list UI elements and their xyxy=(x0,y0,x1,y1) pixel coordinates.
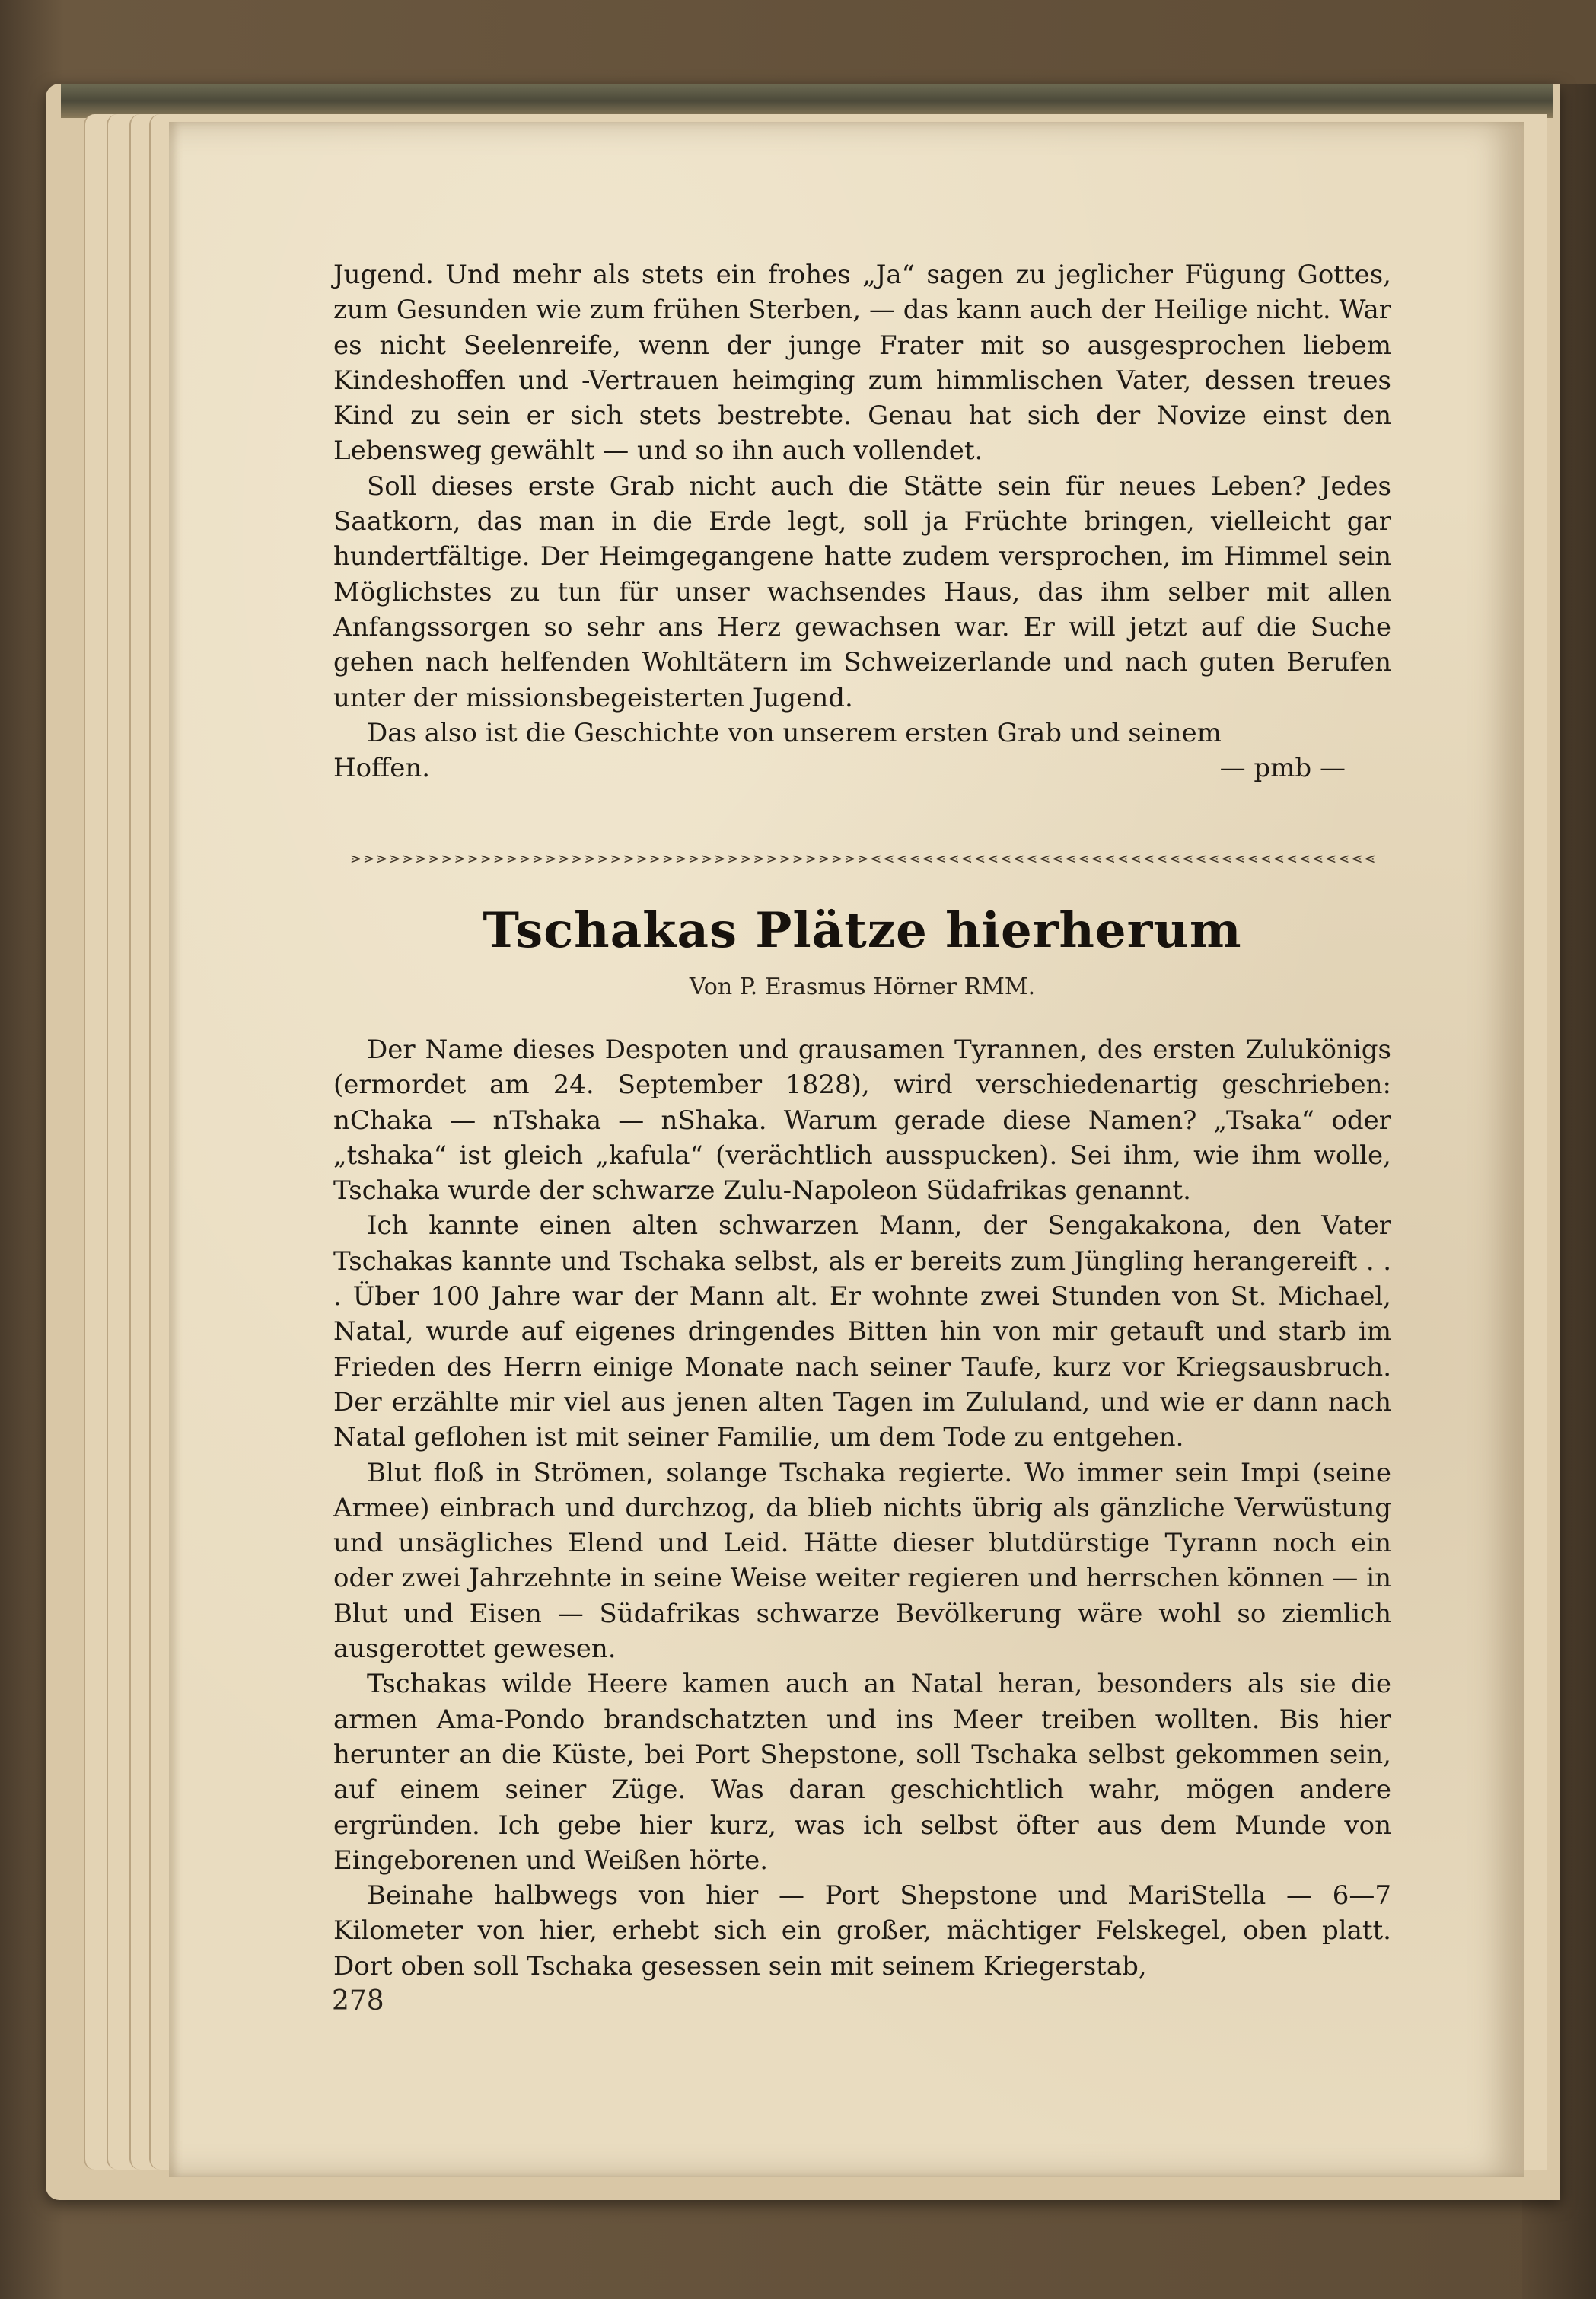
paragraph: Jugend. Und mehr als stets ein frohes „Ja“ sagen zu jeglicher Fügung Gottes, zum Gesunden wie zum frühen Sterben, — das kann auch der Heilige nicht. War es nicht Seelenreife, wenn der junge Frater mit so ausgesprochen liebem Kindeshoffen und -Vertrauen heimging zum himmlischen Vater, dessen treues Kind zu sein er sich stets bestrebte. Genau hat sich der Novize einst den Lebensweg gewählt — und so ihn auch vollendet. xyxy=(333,260,1391,467)
article-byline: Von P. Erasmus Hörner RMM. xyxy=(689,974,1036,1000)
ornamental-divider: ⋗⋗⋗⋗⋗⋗⋗⋗⋗⋗⋗⋗⋗⋗⋗⋗⋗⋗⋗⋗⋗⋗⋗⋗⋗⋗⋗⋗⋗⋗⋗⋗⋗⋗⋗⋗⋗⋗⋗⋗⋖⋖⋖⋖⋖⋖⋖⋖⋖⋖⋖⋖⋖⋖⋖⋖⋖⋖⋖⋖⋖⋖⋖⋖⋖⋖⋖⋖⋖⋖⋖⋖⋖⋖⋖⋖⋖⋖⋖ xyxy=(350,851,1378,866)
paragraph: Ich kannte einen alten schwarzen Mann, der Sengakakona, den Vater Tschakas kannte und Tschaka selbst, als er bereits zum Jüngling herangereift . . . Über 100 Jahre war der Mann alt. Er wohnte zwei Stunden von St. Michael, Natal, wurde auf eigenes dringendes Bitten hin von mir getauft und starb im Frieden des Herrn einige Monate nach seiner Taufe, kurz vor Kriegsausbruch. Der erzählte mir viel aus jenen alten Tagen im Zululand, und wie er dann nach Natal geflohen ist mit seiner Familie, um dem Tode zu entgehen. xyxy=(333,1210,1391,1453)
page-number: 278 xyxy=(332,1985,384,2017)
paragraph: Tschakas wilde Heere kamen auch an Natal heran, besonders als sie die armen Ama-Pondo brandschatzten und ins Meer treiben wollten. Bis hier herunter an die Küste, bei Port Shepstone, soll Tschaka selbst gekommen sein, auf einem seiner Züge. Was daran geschichtlich wahr, mögen andere ergründen. Ich gebe hier kurz, was ich selbst öfter aus dem Munde von Eingeborenen und Weißen hörte. xyxy=(333,1669,1391,1876)
author-signature: — pmb — xyxy=(1219,753,1346,784)
closing-word: Hoffen. xyxy=(333,753,431,784)
article-title: Tschakas Plätze hierherum xyxy=(483,902,1242,959)
book-top-edge xyxy=(61,84,1553,118)
paragraph: Blut floß in Strömen, solange Tschaka regierte. Wo immer sein Impi (seine Armee) einbrach und durchzog, da blieb nichts übrig als gänzliche Verwüstung und unsägliches Elend und Leid. Hätte dieser blutdürstige Tyrann noch ein oder zwei Jahrzehnte in seine Weise weiter regieren und herrschen können — in Blut und Eisen — Südafrikas schwarze Bevölkerung wäre wohl so ziemlich ausgerottet gewesen. xyxy=(333,1457,1391,1665)
closing-line xyxy=(333,751,1391,786)
paragraph: Beinahe halbwegs von hier — Port Shepstone und MariStella — 6—7 Kilometer von hier, erhebt sich ein großer, mächtiger Felskegel, oben platt. Dort oben soll Tschaka gesessen sein mit seinem Kriegerstab, xyxy=(333,1880,1391,1982)
article-body xyxy=(333,1032,1391,1984)
paragraph: Soll dieses erste Grab nicht auch die Stätte sein für neues Leben? Jedes Saatkorn, das man in die Erde legt, soll ja Früchte bringen, vielleicht gar hundertfältige. Der Heimgegangene hatte zudem versprochen, im Himmel sein Möglichstes zu tun für unser wachsendes Haus, das ihm selber mit allen Anfangssorgen so sehr ans Herz gewachsen war. Er will jetzt auf die Suche gehen nach helfenden Wohltätern im Schweizerlande und nach guten Berufen unter der missionsbegeisterten Jugend. xyxy=(333,470,1391,713)
paragraph: Das also ist die Geschichte von unserem ersten Grab und seinem xyxy=(367,717,1222,748)
section-previous-article xyxy=(333,257,1391,786)
paragraph: Der Name dieses Despoten und grausamen Tyrannen, des ersten Zulukönigs (ermordet am 24. September 1828), wird verschiedenartig geschrieben: nChaka — nTshaka — nShaka. Warum gerade diese Namen? „Tsaka“ oder „tshaka“ ist gleich „kafula“ (verächtlich ausspucken). Sei ihm, wie ihm wolle, Tschaka wurde der schwarze Zulu-Napoleon Südafrikas genannt. xyxy=(333,1035,1391,1207)
